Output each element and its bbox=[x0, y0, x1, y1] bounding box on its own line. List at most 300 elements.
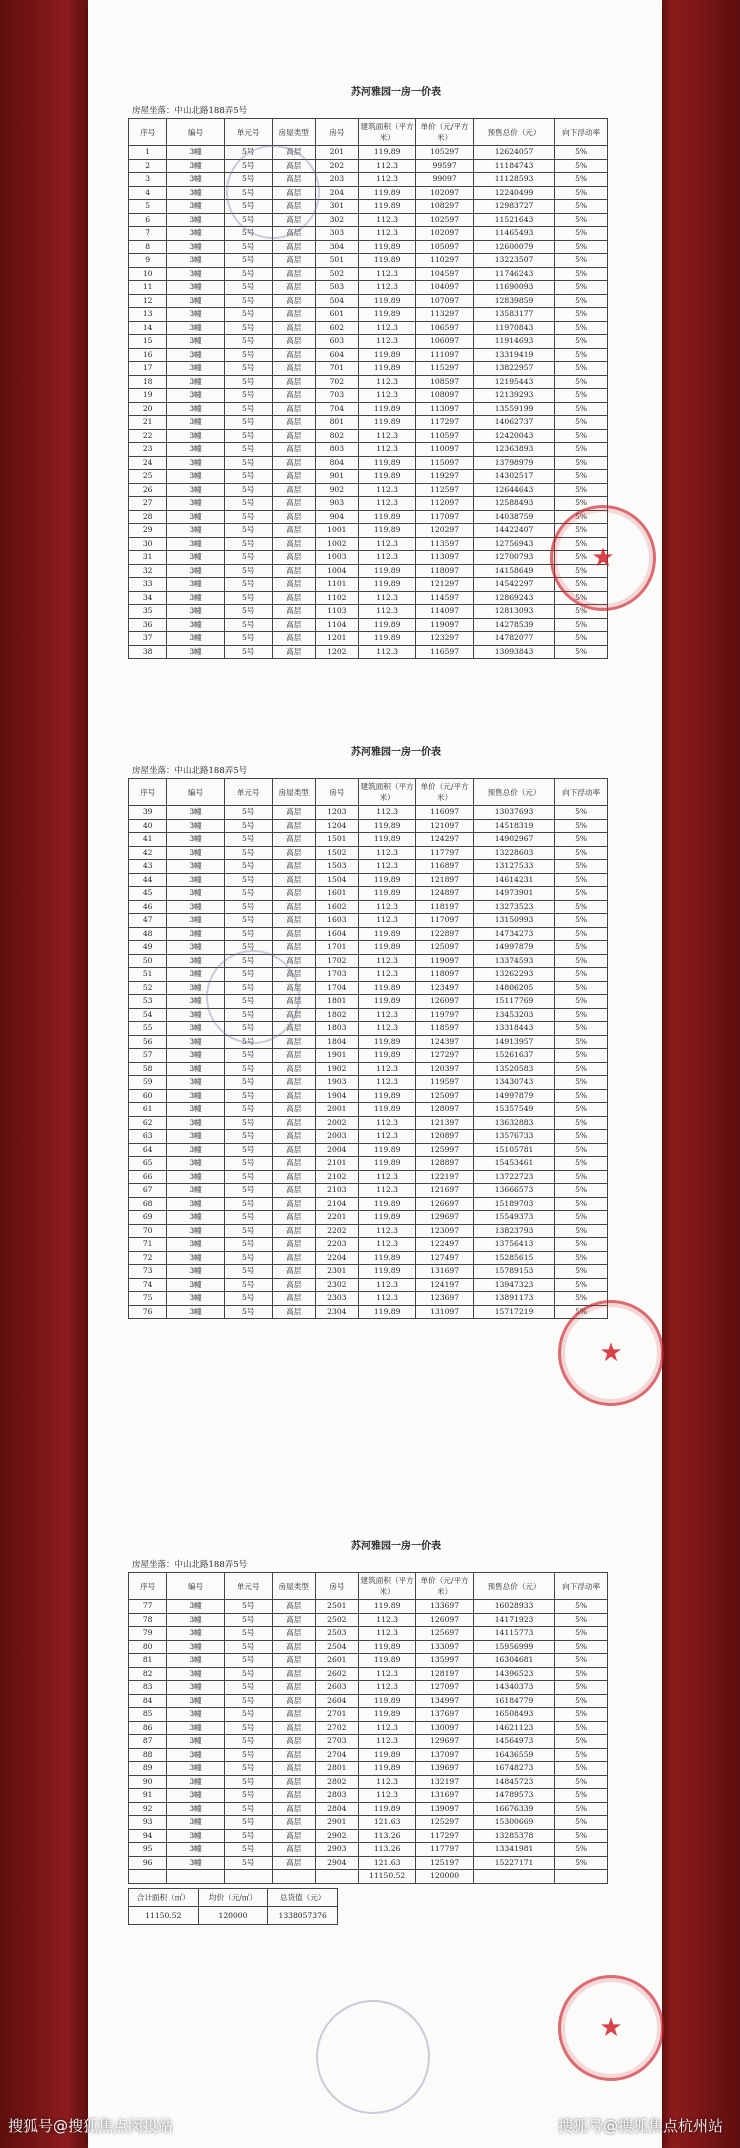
table-cell: 14782077 bbox=[473, 632, 554, 646]
table-row bbox=[129, 1278, 608, 1292]
table-cell: 5号 bbox=[224, 1613, 272, 1627]
table-cell: 5号 bbox=[224, 833, 272, 847]
table-cell: 3幢 bbox=[167, 1035, 224, 1049]
table-cell: 2601 bbox=[315, 1654, 358, 1668]
table-cell: 高层 bbox=[272, 1802, 315, 1816]
table-cell: 2803 bbox=[315, 1789, 358, 1803]
table-cell: 5% bbox=[555, 632, 608, 646]
table-cell: 5% bbox=[555, 954, 608, 968]
table-cell: 106097 bbox=[416, 335, 473, 349]
table-cell: 119.89 bbox=[358, 1089, 415, 1103]
column-header: 序号 bbox=[129, 119, 167, 146]
table-cell: 703 bbox=[315, 389, 358, 403]
table-cell: 18 bbox=[129, 375, 167, 389]
table-cell: 126697 bbox=[416, 1197, 473, 1211]
table-cell: 2603 bbox=[315, 1681, 358, 1695]
table-cell: 5% bbox=[555, 321, 608, 335]
column-header: 预售总价（元） bbox=[473, 779, 554, 806]
table-cell: 13453203 bbox=[473, 1008, 554, 1022]
table-cell: 119.89 bbox=[358, 632, 415, 646]
table-cell: 高层 bbox=[272, 1224, 315, 1238]
table-cell: 3幢 bbox=[167, 968, 224, 982]
table-row bbox=[129, 186, 608, 200]
table-cell: 62 bbox=[129, 1116, 167, 1130]
table-cell: 高层 bbox=[272, 1305, 315, 1319]
table-cell: 5% bbox=[555, 524, 608, 538]
table-cell: 88 bbox=[129, 1748, 167, 1762]
table-cell: 119.89 bbox=[358, 1694, 415, 1708]
table-cell: 5% bbox=[555, 1022, 608, 1036]
table-cell: 5% bbox=[555, 375, 608, 389]
table-cell: 1502 bbox=[315, 846, 358, 860]
table-cell: 112.3 bbox=[358, 1008, 415, 1022]
table-cell: 112.3 bbox=[358, 591, 415, 605]
table-cell: 2102 bbox=[315, 1170, 358, 1184]
table-cell: 12 bbox=[129, 294, 167, 308]
table-cell: 5% bbox=[555, 1762, 608, 1776]
table-cell: 5号 bbox=[224, 981, 272, 995]
table-cell: 高层 bbox=[272, 860, 315, 874]
total-cell bbox=[272, 1870, 315, 1884]
table-cell: 高层 bbox=[272, 524, 315, 538]
table-cell: 5% bbox=[555, 1076, 608, 1090]
table-cell: 99597 bbox=[416, 159, 473, 173]
table-cell: 12139293 bbox=[473, 389, 554, 403]
table-cell: 112.3 bbox=[358, 227, 415, 241]
table-cell: 5号 bbox=[224, 1627, 272, 1641]
table-cell: 5号 bbox=[224, 1816, 272, 1830]
table-cell: 119.89 bbox=[358, 995, 415, 1009]
total-cell bbox=[129, 1870, 167, 1884]
table-cell: 904 bbox=[315, 510, 358, 524]
table-cell: 128897 bbox=[416, 1157, 473, 1171]
table-cell: 12588493 bbox=[473, 497, 554, 511]
table-cell: 115297 bbox=[416, 362, 473, 376]
table-cell: 16 bbox=[129, 348, 167, 362]
table-cell: 2 bbox=[129, 159, 167, 173]
table-cell: 137097 bbox=[416, 1748, 473, 1762]
table-cell: 17 bbox=[129, 362, 167, 376]
table-cell: 119.89 bbox=[358, 1049, 415, 1063]
table-cell: 3幢 bbox=[167, 1775, 224, 1789]
table-cell: 3幢 bbox=[167, 375, 224, 389]
table-cell: 高层 bbox=[272, 1748, 315, 1762]
table-cell: 高层 bbox=[272, 1170, 315, 1184]
table-cell: 高层 bbox=[272, 186, 315, 200]
table-cell: 5% bbox=[555, 1694, 608, 1708]
table-cell: 14158649 bbox=[473, 564, 554, 578]
table-cell: 11521643 bbox=[473, 213, 554, 227]
table-cell: 113.26 bbox=[358, 1843, 415, 1857]
price-table bbox=[128, 778, 608, 1319]
table-cell: 802 bbox=[315, 429, 358, 443]
table-cell: 127297 bbox=[416, 1049, 473, 1063]
table-cell: 119.89 bbox=[358, 1143, 415, 1157]
table-cell: 14518319 bbox=[473, 819, 554, 833]
table-cell: 131697 bbox=[416, 1789, 473, 1803]
table-cell: 128197 bbox=[416, 1667, 473, 1681]
table-cell: 119.89 bbox=[358, 1708, 415, 1722]
table-cell: 129697 bbox=[416, 1211, 473, 1225]
table-row bbox=[129, 213, 608, 227]
table-cell: 5% bbox=[555, 267, 608, 281]
summary-table bbox=[128, 1888, 338, 1925]
table-cell: 119.89 bbox=[358, 254, 415, 268]
table-cell: 3幢 bbox=[167, 281, 224, 295]
table-cell: 121.63 bbox=[358, 1856, 415, 1870]
table-cell: 3幢 bbox=[167, 1708, 224, 1722]
table-cell: 5% bbox=[555, 968, 608, 982]
table-cell: 3幢 bbox=[167, 146, 224, 160]
table-cell: 113097 bbox=[416, 402, 473, 416]
table-cell: 5% bbox=[555, 900, 608, 914]
table-cell: 1702 bbox=[315, 954, 358, 968]
table-cell: 50 bbox=[129, 954, 167, 968]
table-cell: 112.3 bbox=[358, 429, 415, 443]
table-cell: 3幢 bbox=[167, 806, 224, 820]
table-cell: 112.3 bbox=[358, 1667, 415, 1681]
table-cell: 高层 bbox=[272, 605, 315, 619]
table-cell: 31 bbox=[129, 551, 167, 565]
table-cell: 3幢 bbox=[167, 1789, 224, 1803]
table-row bbox=[129, 1008, 608, 1022]
table-cell: 10 bbox=[129, 267, 167, 281]
table-cell: 12700793 bbox=[473, 551, 554, 565]
table-cell: 112.3 bbox=[358, 173, 415, 187]
table-cell: 112.3 bbox=[358, 537, 415, 551]
table-row bbox=[129, 524, 608, 538]
table-cell: 5号 bbox=[224, 873, 272, 887]
table-cell: 63 bbox=[129, 1130, 167, 1144]
table-cell: 87 bbox=[129, 1735, 167, 1749]
table-cell: 112.3 bbox=[358, 645, 415, 659]
table-cell: 55 bbox=[129, 1022, 167, 1036]
table-cell: 2804 bbox=[315, 1802, 358, 1816]
table-row bbox=[129, 833, 608, 847]
table-cell: 11128593 bbox=[473, 173, 554, 187]
table-cell: 51 bbox=[129, 968, 167, 982]
table-cell: 5号 bbox=[224, 1224, 272, 1238]
total-cell bbox=[315, 1870, 358, 1884]
table-row bbox=[129, 1062, 608, 1076]
table-cell: 124397 bbox=[416, 1035, 473, 1049]
table-cell: 3幢 bbox=[167, 1251, 224, 1265]
table-cell: 3幢 bbox=[167, 819, 224, 833]
table-cell: 3幢 bbox=[167, 456, 224, 470]
table-cell: 503 bbox=[315, 281, 358, 295]
table-cell: 高层 bbox=[272, 1197, 315, 1211]
table-cell: 5号 bbox=[224, 483, 272, 497]
table-cell: 89 bbox=[129, 1762, 167, 1776]
table-cell: 5% bbox=[555, 1238, 608, 1252]
table-cell: 高层 bbox=[272, 819, 315, 833]
table-cell: 5号 bbox=[224, 645, 272, 659]
table-cell: 126097 bbox=[416, 995, 473, 1009]
table-cell: 13520583 bbox=[473, 1062, 554, 1076]
table-cell: 112.3 bbox=[358, 1613, 415, 1627]
table-row bbox=[129, 227, 608, 241]
table-cell: 119.89 bbox=[358, 1748, 415, 1762]
column-header: 房号 bbox=[315, 119, 358, 146]
table-row bbox=[129, 254, 608, 268]
table-cell: 5号 bbox=[224, 1103, 272, 1117]
table-cell: 1004 bbox=[315, 564, 358, 578]
table-cell: 5号 bbox=[224, 941, 272, 955]
sheet-title: 苏河雅园一房一价表 bbox=[351, 87, 441, 98]
table-cell: 82 bbox=[129, 1667, 167, 1681]
table-cell: 5号 bbox=[224, 1721, 272, 1735]
table-cell: 83 bbox=[129, 1681, 167, 1695]
table-row bbox=[129, 551, 608, 565]
table-cell: 1101 bbox=[315, 578, 358, 592]
table-cell: 119.89 bbox=[358, 1762, 415, 1776]
table-cell: 高层 bbox=[272, 267, 315, 281]
table-cell: 14340373 bbox=[473, 1681, 554, 1695]
table-cell: 5% bbox=[555, 1265, 608, 1279]
table-cell: 3幢 bbox=[167, 1116, 224, 1130]
table-cell: 2003 bbox=[315, 1130, 358, 1144]
table-cell: 5% bbox=[555, 860, 608, 874]
table-cell: 128097 bbox=[416, 1103, 473, 1117]
table-cell: 3幢 bbox=[167, 483, 224, 497]
table-cell: 高层 bbox=[272, 618, 315, 632]
table-cell: 5% bbox=[555, 591, 608, 605]
table-cell: 11746243 bbox=[473, 267, 554, 281]
table-cell: 110597 bbox=[416, 429, 473, 443]
table-cell: 112.3 bbox=[358, 1627, 415, 1641]
table-row bbox=[129, 1103, 608, 1117]
table-cell: 702 bbox=[315, 375, 358, 389]
table-cell: 5% bbox=[555, 1143, 608, 1157]
table-cell: 5 bbox=[129, 200, 167, 214]
table-cell: 105097 bbox=[416, 240, 473, 254]
table-cell: 117097 bbox=[416, 914, 473, 928]
table-cell: 119.89 bbox=[358, 1211, 415, 1225]
total-cell bbox=[555, 1870, 608, 1884]
table-cell: 133697 bbox=[416, 1600, 473, 1614]
table-cell: 5号 bbox=[224, 1600, 272, 1614]
table-cell: 2001 bbox=[315, 1103, 358, 1117]
table-cell: 5% bbox=[555, 1802, 608, 1816]
table-cell: 36 bbox=[129, 618, 167, 632]
table-cell: 13374593 bbox=[473, 954, 554, 968]
column-header: 序号 bbox=[129, 779, 167, 806]
table-cell: 5% bbox=[555, 1251, 608, 1265]
table-cell: 高层 bbox=[272, 1627, 315, 1641]
table-cell: 120397 bbox=[416, 1062, 473, 1076]
table-cell: 2002 bbox=[315, 1116, 358, 1130]
table-cell: 13228603 bbox=[473, 846, 554, 860]
column-header: 建筑面积（平方米） bbox=[358, 779, 415, 806]
table-cell: 53 bbox=[129, 995, 167, 1009]
table-cell: 高层 bbox=[272, 389, 315, 403]
table-cell: 3幢 bbox=[167, 240, 224, 254]
table-cell: 303 bbox=[315, 227, 358, 241]
table-cell: 67 bbox=[129, 1184, 167, 1198]
table-cell: 3幢 bbox=[167, 591, 224, 605]
table-cell: 高层 bbox=[272, 402, 315, 416]
table-cell: 13947323 bbox=[473, 1278, 554, 1292]
table-cell: 15285615 bbox=[473, 1251, 554, 1265]
table-cell: 5号 bbox=[224, 402, 272, 416]
table-cell: 2802 bbox=[315, 1775, 358, 1789]
table-cell: 14997879 bbox=[473, 1089, 554, 1103]
table-cell: 2304 bbox=[315, 1305, 358, 1319]
table-cell: 121297 bbox=[416, 578, 473, 592]
table-cell: 3幢 bbox=[167, 618, 224, 632]
table-cell: 102097 bbox=[416, 186, 473, 200]
table-cell: 119.89 bbox=[358, 308, 415, 322]
sheet-title: 苏河雅园一房一价表 bbox=[351, 747, 441, 758]
table-cell: 20 bbox=[129, 402, 167, 416]
table-cell: 52 bbox=[129, 981, 167, 995]
table-cell: 72 bbox=[129, 1251, 167, 1265]
table-cell: 14278539 bbox=[473, 618, 554, 632]
table-row bbox=[129, 470, 608, 484]
table-cell: 5% bbox=[555, 941, 608, 955]
table-cell: 119.89 bbox=[358, 510, 415, 524]
table-cell: 3幢 bbox=[167, 846, 224, 860]
table-cell: 13273523 bbox=[473, 900, 554, 914]
table-cell: 3幢 bbox=[167, 1157, 224, 1171]
table-row bbox=[129, 443, 608, 457]
table-cell: 119.89 bbox=[358, 1103, 415, 1117]
table-cell: 9 bbox=[129, 254, 167, 268]
total-row bbox=[129, 1870, 608, 1884]
table-cell: 2303 bbox=[315, 1292, 358, 1306]
table-cell: 6 bbox=[129, 213, 167, 227]
table-cell: 75 bbox=[129, 1292, 167, 1306]
table-cell: 5% bbox=[555, 1130, 608, 1144]
star-icon: ★ bbox=[599, 2013, 623, 2043]
table-cell: 124197 bbox=[416, 1278, 473, 1292]
table-cell: 5号 bbox=[224, 927, 272, 941]
table-row bbox=[129, 1721, 608, 1735]
table-cell: 113.26 bbox=[358, 1829, 415, 1843]
table-row bbox=[129, 1856, 608, 1870]
table-row bbox=[129, 1238, 608, 1252]
table-cell: 5号 bbox=[224, 1022, 272, 1036]
table-cell: 3幢 bbox=[167, 1238, 224, 1252]
table-cell: 1504 bbox=[315, 873, 358, 887]
table-cell: 108297 bbox=[416, 200, 473, 214]
table-cell: 14396523 bbox=[473, 1667, 554, 1681]
table-cell: 14845723 bbox=[473, 1775, 554, 1789]
table-cell: 5号 bbox=[224, 146, 272, 160]
table-cell: 5% bbox=[555, 1008, 608, 1022]
table-cell: 5号 bbox=[224, 254, 272, 268]
table-cell: 高层 bbox=[272, 335, 315, 349]
table-cell: 115097 bbox=[416, 456, 473, 470]
table-cell: 3幢 bbox=[167, 1049, 224, 1063]
table-row bbox=[129, 1157, 608, 1171]
table-cell: 112.3 bbox=[358, 335, 415, 349]
table-cell: 25 bbox=[129, 470, 167, 484]
table-cell: 3幢 bbox=[167, 1211, 224, 1225]
table-cell: 5% bbox=[555, 1721, 608, 1735]
table-cell: 5号 bbox=[224, 914, 272, 928]
price-sheet-2 bbox=[128, 742, 664, 1319]
table-cell: 5% bbox=[555, 1103, 608, 1117]
table-row bbox=[129, 1762, 608, 1776]
table-cell: 119.89 bbox=[358, 348, 415, 362]
table-cell: 28 bbox=[129, 510, 167, 524]
table-cell: 14621123 bbox=[473, 1721, 554, 1735]
table-cell: 高层 bbox=[272, 200, 315, 214]
table-cell: 3幢 bbox=[167, 1627, 224, 1641]
table-cell: 5% bbox=[555, 1157, 608, 1171]
table-cell: 5号 bbox=[224, 173, 272, 187]
table-cell: 1104 bbox=[315, 618, 358, 632]
table-cell: 119797 bbox=[416, 1008, 473, 1022]
table-row bbox=[129, 173, 608, 187]
table-cell: 高层 bbox=[272, 1708, 315, 1722]
table-cell: 5号 bbox=[224, 1116, 272, 1130]
table-cell: 131697 bbox=[416, 1265, 473, 1279]
table-cell: 77 bbox=[129, 1600, 167, 1614]
table-cell: 15717219 bbox=[473, 1305, 554, 1319]
table-cell: 5% bbox=[555, 1654, 608, 1668]
table-cell: 119.89 bbox=[358, 887, 415, 901]
table-cell: 5号 bbox=[224, 1708, 272, 1722]
table-cell: 3幢 bbox=[167, 1076, 224, 1090]
table-cell: 86 bbox=[129, 1721, 167, 1735]
table-cell: 118097 bbox=[416, 968, 473, 982]
table-cell: 2702 bbox=[315, 1721, 358, 1735]
table-cell: 60 bbox=[129, 1089, 167, 1103]
table-cell: 高层 bbox=[272, 1143, 315, 1157]
table-cell: 5% bbox=[555, 240, 608, 254]
table-cell: 高层 bbox=[272, 564, 315, 578]
table-row bbox=[129, 914, 608, 928]
table-cell: 5号 bbox=[224, 267, 272, 281]
table-row bbox=[129, 1627, 608, 1641]
table-cell: 119.89 bbox=[358, 470, 415, 484]
column-header: 向下浮动率 bbox=[555, 779, 608, 806]
table-cell: 112.3 bbox=[358, 1681, 415, 1695]
table-cell: 3幢 bbox=[167, 632, 224, 646]
table-cell: 5% bbox=[555, 186, 608, 200]
table-cell: 121697 bbox=[416, 1184, 473, 1198]
table-row bbox=[129, 294, 608, 308]
table-row bbox=[129, 1130, 608, 1144]
watermark-left: 搜狐号@搜狐焦点闵投站 bbox=[8, 2117, 174, 2135]
table-row bbox=[129, 335, 608, 349]
table-cell: 5号 bbox=[224, 524, 272, 538]
table-cell: 35 bbox=[129, 605, 167, 619]
table-cell: 3幢 bbox=[167, 645, 224, 659]
table-cell: 4 bbox=[129, 186, 167, 200]
table-cell: 70 bbox=[129, 1224, 167, 1238]
table-cell: 3幢 bbox=[167, 510, 224, 524]
table-cell: 5% bbox=[555, 173, 608, 187]
table-cell: 5号 bbox=[224, 1829, 272, 1843]
table-cell: 1901 bbox=[315, 1049, 358, 1063]
price-sheet-1 bbox=[128, 82, 664, 659]
table-row bbox=[129, 900, 608, 914]
table-cell: 15227171 bbox=[473, 1856, 554, 1870]
table-cell: 14115773 bbox=[473, 1627, 554, 1641]
table-cell: 1204 bbox=[315, 819, 358, 833]
table-cell: 3幢 bbox=[167, 1130, 224, 1144]
table-cell: 5% bbox=[555, 578, 608, 592]
table-cell: 2902 bbox=[315, 1829, 358, 1843]
table-cell: 114597 bbox=[416, 591, 473, 605]
table-cell: 54 bbox=[129, 1008, 167, 1022]
table-cell: 112.3 bbox=[358, 1735, 415, 1749]
table-cell: 2504 bbox=[315, 1640, 358, 1654]
table-cell: 92 bbox=[129, 1802, 167, 1816]
